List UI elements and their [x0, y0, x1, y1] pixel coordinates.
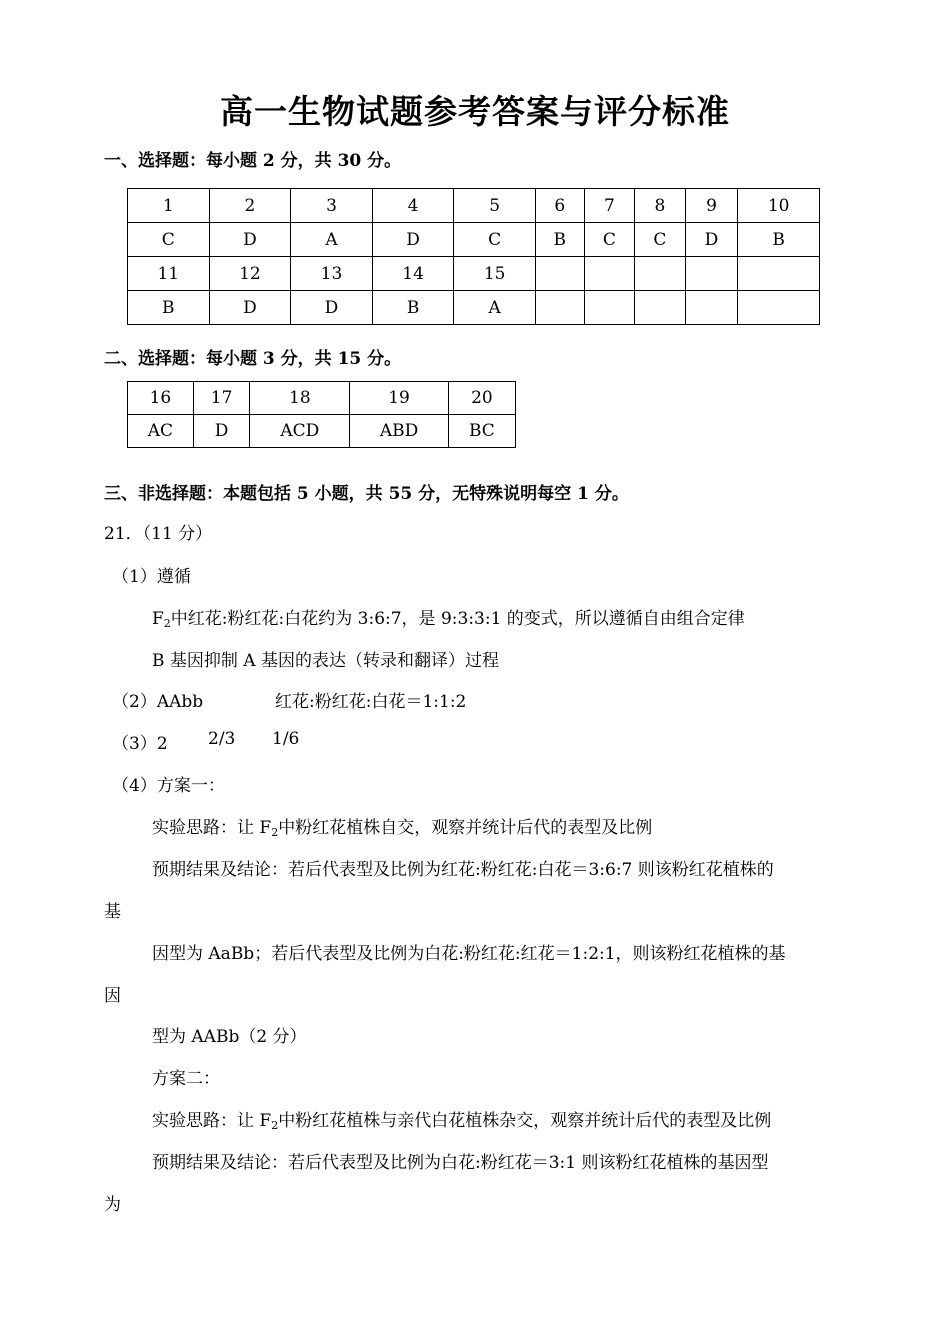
- table-cell: C: [128, 223, 210, 257]
- table-cell: B: [535, 223, 584, 257]
- table-cell: 12: [209, 257, 291, 291]
- table-cell: 13: [291, 257, 373, 291]
- table-cell: 8: [635, 189, 686, 223]
- table-cell: 9: [685, 189, 738, 223]
- subscript: 2: [271, 826, 279, 839]
- q21-part2-ratio: 红花:粉红花:白花＝1:1:2: [275, 692, 467, 712]
- table-cell: 3: [291, 189, 373, 223]
- section2-heading: 二、选择题：每小题 3 分，共 15 分。: [104, 349, 402, 369]
- table-cell: 6: [535, 189, 584, 223]
- section2-answer-table: [127, 381, 516, 448]
- table-cell: D: [291, 291, 373, 325]
- q21-part3-answer-c: 1/6: [272, 729, 300, 749]
- subscript: 2: [271, 1119, 279, 1132]
- text: 中粉红花植株与亲代白花植株杂交，观察并统计后代的表型及比例: [278, 1111, 772, 1131]
- table-cell: 18: [250, 382, 350, 415]
- table-cell: 10: [738, 189, 820, 223]
- plan2-idea: [152, 1106, 771, 1132]
- plan1-result-line2: 因型为 AaBb；若后代表型及比例为白花:粉红花:红花＝1:2:1，则该粉红花植株的基: [152, 944, 786, 964]
- q21-part3-answer-a: （3）2: [112, 734, 168, 754]
- table-cell: A: [454, 291, 536, 325]
- table-cell: ACD: [250, 415, 350, 448]
- table-cell: [535, 291, 584, 325]
- q21-part1-reason: [152, 604, 745, 630]
- table-row: [128, 189, 820, 223]
- table-cell: [584, 291, 635, 325]
- table-cell: 17: [193, 382, 250, 415]
- table-cell: D: [209, 223, 291, 257]
- table-cell: D: [209, 291, 291, 325]
- table-row: [128, 223, 820, 257]
- table-cell: [685, 257, 738, 291]
- subscript: 2: [163, 617, 171, 630]
- table-cell: BC: [448, 415, 515, 448]
- plan1-result-wrap2: 因: [104, 986, 121, 1006]
- table-cell: 4: [372, 189, 454, 223]
- table-cell: [635, 257, 686, 291]
- table-cell: B: [738, 223, 820, 257]
- table-cell: 2: [209, 189, 291, 223]
- plan1-result-line3: 型为 AABb（2 分）: [152, 1027, 307, 1047]
- q21-part3-answer-b: 2/3: [208, 729, 236, 749]
- table-cell: 7: [584, 189, 635, 223]
- plan1-idea: [152, 813, 652, 839]
- plan2-result-wrap1: 为: [104, 1195, 121, 1215]
- plan2-label: 方案二：: [152, 1069, 220, 1089]
- table-cell: AC: [128, 415, 194, 448]
- plan1-result-wrap1: 基: [104, 902, 121, 922]
- table-cell: 5: [454, 189, 536, 223]
- table-row: [128, 382, 516, 415]
- table-cell: 1: [128, 189, 210, 223]
- text: 中红花:粉红花:白花约为 3:6:7，是 9:3:3:1 的变式，所以遵循自由组合定律: [170, 609, 745, 629]
- table-cell: 14: [372, 257, 454, 291]
- plan2-result-line1: 预期结果及结论：若后代表型及比例为白花:粉红花＝3:1 则该粉红花植株的基因型: [152, 1153, 769, 1173]
- table-cell: A: [291, 223, 373, 257]
- table-cell: D: [372, 223, 454, 257]
- table-row: [128, 291, 820, 325]
- q21-part2-genotype: （2）AAbb: [112, 692, 204, 712]
- q21-part1-mechanism: B 基因抑制 A 基因的表达（转录和翻译）过程: [152, 651, 499, 671]
- table-cell: 16: [128, 382, 194, 415]
- table-cell: [535, 257, 584, 291]
- table-cell: 11: [128, 257, 210, 291]
- plan1-result-line1: 预期结果及结论：若后代表型及比例为红花:粉红花:白花＝3:6:7 则该粉红花植株的: [152, 860, 774, 880]
- text: 中粉红花植株自交，观察并统计后代的表型及比例: [278, 818, 653, 838]
- table-cell: D: [685, 223, 738, 257]
- q21-part1-answer: （1）遵循: [112, 567, 191, 587]
- text: 实验思路：让 F: [152, 818, 272, 838]
- table-cell: B: [372, 291, 454, 325]
- table-row: [128, 257, 820, 291]
- table-cell: ABD: [350, 415, 449, 448]
- table-cell: [635, 291, 686, 325]
- section1-heading: 一、选择题：每小题 2 分，共 30 分。: [104, 151, 402, 171]
- table-cell: 15: [454, 257, 536, 291]
- table-cell: C: [584, 223, 635, 257]
- page-title: 高一生物试题参考答案与评分标准: [220, 92, 730, 131]
- text: 实验思路：让 F: [152, 1111, 272, 1131]
- section3-heading: 三、非选择题：本题包括 5 小题，共 55 分，无特殊说明每空 1 分。: [104, 484, 629, 504]
- table-cell: [738, 257, 820, 291]
- section1-answer-table: [127, 188, 820, 325]
- table-cell: [584, 257, 635, 291]
- table-cell: 19: [350, 382, 449, 415]
- text: F: [152, 609, 164, 629]
- table-cell: [685, 291, 738, 325]
- table-cell: B: [128, 291, 210, 325]
- table-cell: C: [635, 223, 686, 257]
- table-cell: 20: [448, 382, 515, 415]
- question-21-number: 21．（11 分）: [104, 524, 213, 544]
- table-row: [128, 415, 516, 448]
- table-cell: C: [454, 223, 536, 257]
- q21-part4-plan1-label: （4）方案一：: [112, 776, 225, 796]
- table-cell: [738, 291, 820, 325]
- table-cell: D: [193, 415, 250, 448]
